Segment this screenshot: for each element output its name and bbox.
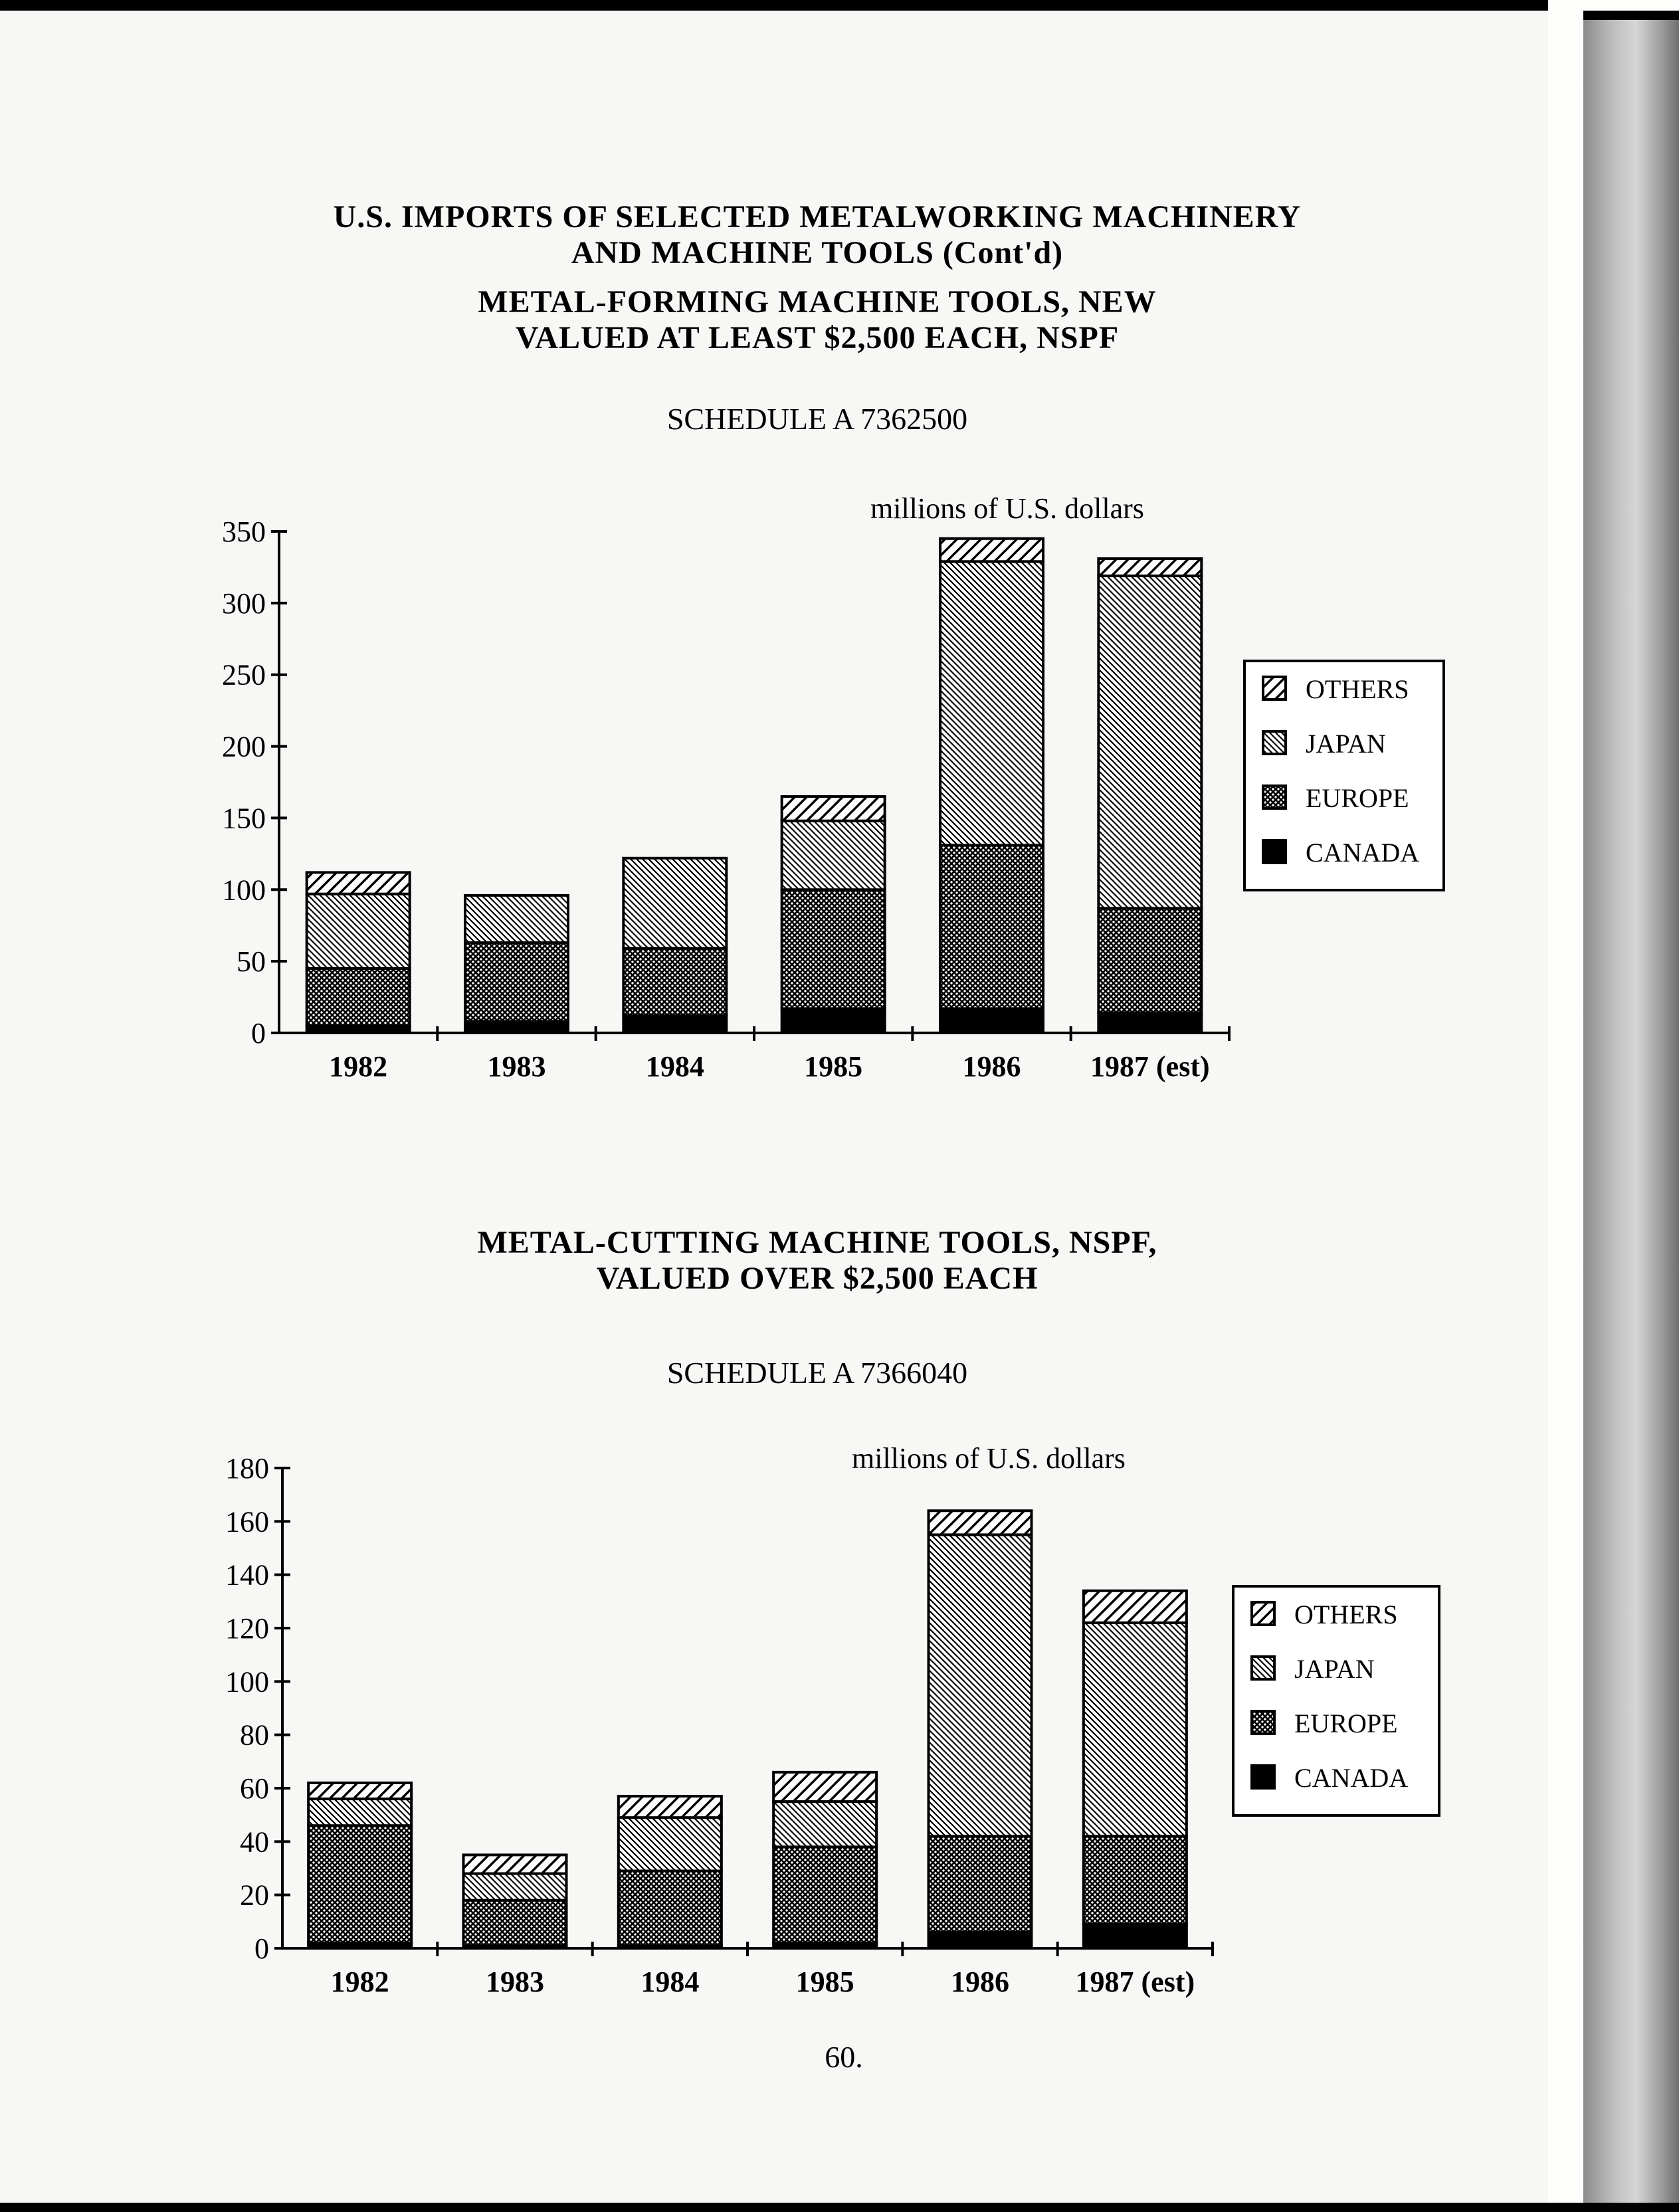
bar-europe-1982 — [308, 1825, 411, 1943]
bar-europe-1982 — [307, 968, 410, 1026]
bar-canada-1987 — [1098, 1013, 1201, 1033]
bar-japan-1987 — [1098, 576, 1201, 908]
x-category-label: 1983 — [487, 1050, 546, 1083]
bar-canada-1984 — [623, 1016, 726, 1033]
bar-canada-1985 — [782, 1008, 885, 1033]
y-tick-label: 250 — [222, 658, 266, 691]
bar-canada-1987 — [1084, 1924, 1187, 1948]
bar-japan-1986 — [929, 1534, 1032, 1836]
bar-japan-1984 — [619, 1817, 722, 1871]
page-bottom-edge — [0, 2203, 1679, 2212]
bar-others-1987 — [1098, 559, 1201, 576]
bar-europe-1986 — [929, 1836, 1032, 1932]
y-tick-label: 100 — [225, 1665, 269, 1699]
y-tick-label: 100 — [222, 874, 266, 907]
bar-europe-1983 — [464, 1900, 567, 1946]
legend-swatch-europe — [1263, 786, 1286, 808]
legend-swatch-japan — [1263, 731, 1286, 754]
legend-label-canada: CANADA — [1306, 838, 1420, 868]
metal-cutting-chart — [0, 1435, 1528, 2013]
bar-japan-1985 — [782, 821, 885, 890]
bar-others-1982 — [307, 872, 410, 893]
chart1-title-line2: VALUED AT LEAST $2,500 EACH, NSPF — [515, 320, 1120, 355]
chart2-title-line2: VALUED OVER $2,500 EACH — [596, 1261, 1038, 1296]
bar-others-1984 — [619, 1796, 722, 1817]
chart1-schedule: SCHEDULE A 7362500 — [666, 402, 968, 436]
x-category-label: 1984 — [641, 1966, 700, 1998]
legend-swatch-europe — [1252, 1711, 1274, 1734]
legend-label-others: OTHERS — [1306, 674, 1409, 704]
x-category-label: 1985 — [795, 1966, 854, 1998]
y-tick-label: 200 — [222, 730, 266, 763]
chart2-title-line1: METAL-CUTTING MACHINE TOOLS, NSPF, — [477, 1225, 1157, 1260]
legend-label-others: OTHERS — [1294, 1600, 1398, 1629]
bar-japan-1982 — [308, 1799, 411, 1825]
y-tick-label: 80 — [240, 1718, 269, 1752]
y-tick-label: 140 — [225, 1558, 269, 1592]
x-category-label: 1982 — [329, 1050, 388, 1083]
x-category-label: 1987 (est) — [1075, 1966, 1195, 1998]
y-tick-label: 20 — [240, 1879, 269, 1912]
bar-japan-1983 — [465, 895, 568, 943]
metal-forming-chart — [0, 492, 1528, 1116]
legend-swatch-japan — [1252, 1657, 1274, 1679]
y-tick-label: 50 — [237, 945, 266, 978]
bar-europe-1986 — [940, 845, 1043, 1008]
x-category-label: 1986 — [962, 1050, 1021, 1083]
x-category-label: 1987 (est) — [1090, 1050, 1210, 1083]
y-tick-label: 160 — [225, 1505, 269, 1538]
chart1-unit-label: millions of U.S. dollars — [870, 492, 1144, 525]
bar-japan-1987 — [1084, 1623, 1187, 1836]
bar-others-1983 — [464, 1855, 567, 1873]
chart1-title-line1: METAL-FORMING MACHINE TOOLS, NEW — [478, 284, 1157, 320]
page-top-edge — [0, 0, 1679, 11]
bar-japan-1986 — [940, 561, 1043, 845]
bar-others-1987 — [1084, 1591, 1187, 1623]
legend-swatch-others — [1263, 677, 1286, 699]
y-tick-label: 120 — [225, 1612, 269, 1645]
legend-label-europe: EUROPE — [1306, 783, 1409, 813]
legend-swatch-others — [1252, 1602, 1274, 1625]
bar-europe-1985 — [773, 1847, 876, 1943]
legend-swatch-canada — [1252, 1766, 1274, 1788]
y-tick-label: 60 — [240, 1772, 269, 1805]
x-category-label: 1986 — [951, 1966, 1009, 1998]
bar-japan-1982 — [307, 894, 410, 968]
bar-others-1986 — [940, 539, 1043, 562]
x-category-label: 1984 — [645, 1050, 704, 1083]
y-tick-label: 0 — [251, 1017, 266, 1050]
main-title-line2: AND MACHINE TOOLS (Cont'd) — [571, 235, 1064, 270]
legend-label-canada: CANADA — [1294, 1763, 1409, 1793]
legend-swatch-canada — [1263, 840, 1286, 863]
bar-others-1986 — [929, 1511, 1032, 1534]
bar-europe-1985 — [782, 889, 885, 1008]
x-category-label: 1983 — [486, 1966, 544, 1998]
chart2-schedule: SCHEDULE A 7366040 — [666, 1356, 968, 1390]
y-tick-label: 150 — [222, 802, 266, 835]
legend-label-japan: JAPAN — [1306, 729, 1386, 759]
y-tick-label: 300 — [222, 587, 266, 620]
bar-europe-1984 — [623, 949, 726, 1016]
chart2-unit-label: millions of U.S. dollars — [852, 1442, 1126, 1475]
bar-japan-1983 — [464, 1874, 567, 1900]
bar-canada-1986 — [929, 1932, 1032, 1948]
page-number: 60. — [825, 2040, 863, 2074]
legend-label-europe: EUROPE — [1294, 1708, 1398, 1738]
y-tick-label: 180 — [225, 1452, 269, 1485]
y-tick-label: 40 — [240, 1825, 269, 1859]
bar-europe-1983 — [465, 943, 568, 1022]
bar-canada-1986 — [940, 1008, 1043, 1033]
bar-others-1985 — [782, 796, 885, 821]
bar-canada-1983 — [465, 1022, 568, 1033]
legend-label-japan: JAPAN — [1294, 1654, 1375, 1684]
bar-europe-1987 — [1098, 908, 1201, 1012]
bar-others-1985 — [773, 1772, 876, 1801]
bar-japan-1984 — [623, 858, 726, 949]
x-category-label: 1982 — [330, 1966, 389, 1998]
x-category-label: 1985 — [804, 1050, 863, 1083]
y-tick-label: 0 — [254, 1932, 269, 1965]
bar-europe-1984 — [619, 1871, 722, 1946]
y-tick-label: 350 — [222, 515, 266, 548]
main-title-line1: U.S. IMPORTS OF SELECTED METALWORKING MACHINERY — [333, 199, 1302, 234]
bar-others-1982 — [308, 1783, 411, 1799]
bar-europe-1987 — [1084, 1836, 1187, 1924]
bar-japan-1985 — [773, 1801, 876, 1847]
